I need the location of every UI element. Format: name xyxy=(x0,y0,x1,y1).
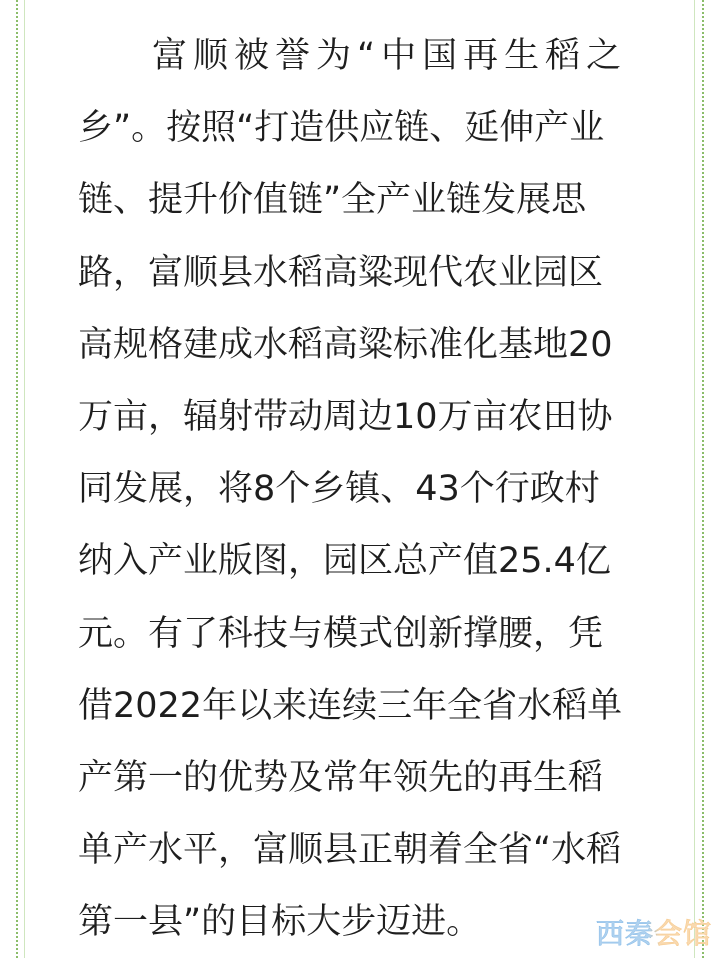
text-line: 同发展，将8个乡镇、43个行政村 xyxy=(78,469,600,510)
watermark-logo xyxy=(596,912,712,952)
text-line: 高规格建成水稻高粱标准化基地20 xyxy=(78,324,613,365)
text-line: 产第一的优势及常年领先的再生稻 xyxy=(78,757,604,798)
text-line: 单产水平，富顺县正朝着全省“水稻 xyxy=(78,830,622,871)
text-line: 路，富顺县水稻高粱现代农业园区 xyxy=(78,252,604,293)
text-line: 纳入产业版图，园区总产值25.4亿 xyxy=(78,541,611,582)
article-body xyxy=(78,20,648,958)
text-line: 元。有了科技与模式创新撑腰，凭 xyxy=(78,613,604,654)
text-line: 富顺被誉为“中国再生稻之 xyxy=(152,36,628,76)
watermark-text: 西秦会馆 xyxy=(596,912,712,952)
text-line: 借2022年以来连续三年全省水稻单 xyxy=(78,685,623,726)
text-line: 乡”。按照“打造供应链、延伸产业 xyxy=(78,108,605,149)
frame-border-left xyxy=(16,0,18,958)
frame-border-right xyxy=(702,0,704,958)
frame-border-left-inner xyxy=(24,0,25,958)
text-line: 万亩，辐射带动周边10万亩农田协 xyxy=(78,396,613,437)
text-line: 第一县”的目标大步迈进。 xyxy=(78,902,482,943)
text-line: 链、提升价值链”全产业链发展思 xyxy=(78,180,587,221)
frame-border-right-inner xyxy=(694,0,695,958)
